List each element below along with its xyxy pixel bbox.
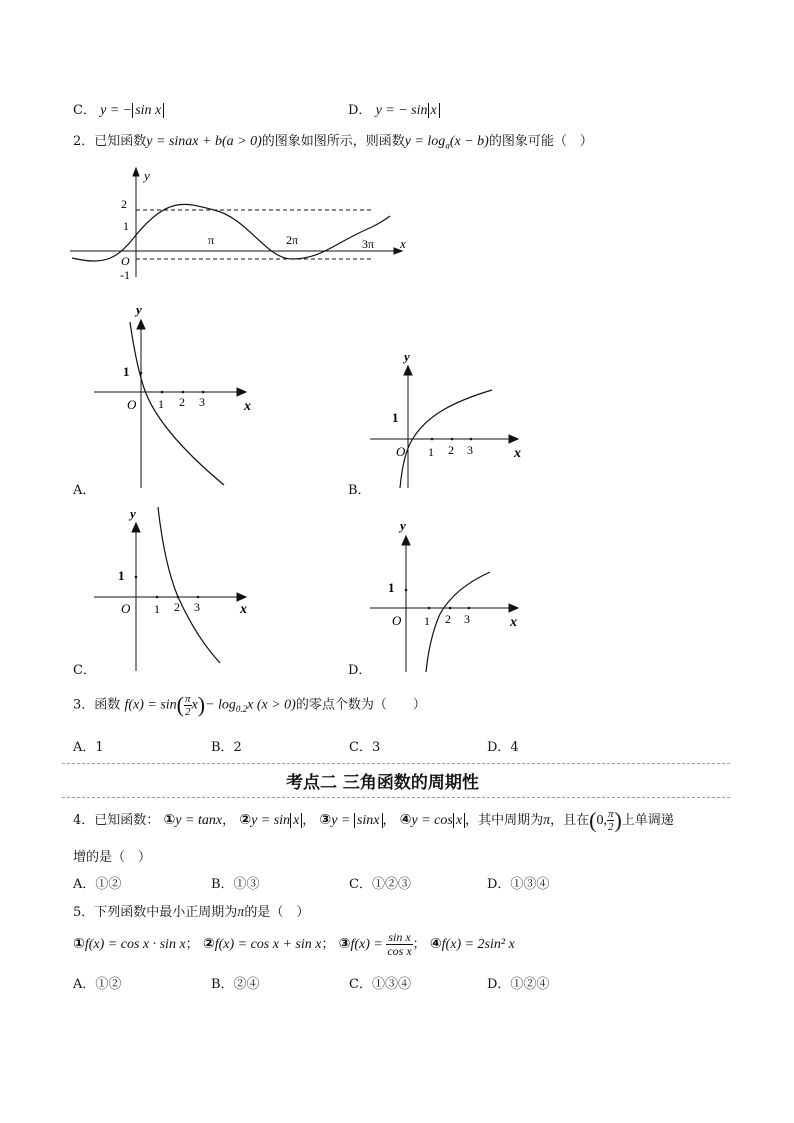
section-heading: 考点二 三角函数的周期性: [286, 773, 479, 793]
q1-option-d: D． y = − sin x: [348, 99, 440, 119]
svg-text:O: O: [127, 397, 137, 412]
q3-choice-c[interactable]: C．3: [349, 740, 381, 755]
q5-choice-b[interactable]: B．②④: [211, 977, 260, 992]
svg-text:3: 3: [464, 612, 470, 626]
svg-text:1: 1: [154, 602, 160, 616]
q2-stem: 2．已知函数y = sinax + b(a > 0)的图象如图所示，则函数$y = \log_a(x - b)$的图象可能（ ）: [73, 134, 593, 151]
curve: [158, 507, 220, 663]
q4-choice-a[interactable]: A．①②: [73, 877, 122, 892]
svg-text:2: 2: [445, 612, 451, 626]
origin-label: O: [121, 254, 130, 268]
svg-text:3: 3: [199, 395, 205, 409]
tick-x-3pi: 3π: [362, 237, 375, 251]
svg-text:3: 3: [467, 443, 473, 457]
q5-choice-a[interactable]: A．①②: [73, 977, 122, 992]
y-label: y: [144, 168, 150, 183]
q5-choice-d[interactable]: D．①②④: [487, 977, 550, 992]
svg-text:1: 1: [158, 397, 164, 411]
curve: [426, 572, 490, 672]
q2-option-b[interactable]: B．: [348, 483, 371, 498]
graph-a: [92, 300, 262, 490]
curve: [130, 322, 224, 485]
svg-text:y: y: [136, 302, 142, 317]
tick-y-2: 2: [121, 197, 127, 211]
svg-text:1: 1: [392, 410, 399, 425]
q4-choice-c[interactable]: C．①②③: [349, 877, 411, 892]
sine-curve: [72, 204, 390, 261]
svg-text:O: O: [121, 601, 131, 616]
tick-y-neg1: -1: [120, 268, 130, 282]
section-divider-top: [62, 763, 730, 764]
svg-text:O: O: [396, 444, 406, 459]
x-label: x: [400, 236, 406, 251]
tick-y-1: 1: [123, 219, 129, 233]
svg-text:O: O: [392, 613, 402, 628]
svg-text:1: 1: [428, 445, 434, 459]
q3-choice-d[interactable]: D．4: [487, 740, 519, 755]
svg-text:3: 3: [194, 600, 200, 614]
svg-text:1: 1: [424, 614, 430, 628]
y-axis-arrow: [133, 168, 139, 176]
graph-b: [368, 346, 538, 491]
svg-text:2: 2: [448, 443, 454, 457]
q5-stem: 5．下列函数中最小正周期为π的是（ ）: [73, 905, 310, 920]
q4-stem: 4．已知函数： ①y = tanx， ②y = sin x ， ③y = sinx ， ④y = cos x ，其中周期为π，且在(0, $\frac{\pi}{2}$ )上单调递: [73, 807, 674, 833]
svg-text:1: 1: [123, 364, 130, 379]
q4-stem-cont: 增的是（ ）: [73, 850, 152, 865]
q5-choice-c[interactable]: C．①③④: [349, 977, 411, 992]
svg-text:1: 1: [388, 580, 395, 595]
q3-stem: 3．函数 f(x) = sin( $\frac{\pi}{2}$ $x)- \log_{0.2}x$ (x > 0)的零点个数为（ ）: [73, 692, 426, 718]
svg-text:y: y: [400, 518, 406, 533]
svg-text:x: x: [244, 399, 251, 414]
svg-text:2: 2: [179, 395, 185, 409]
q2-option-d[interactable]: D．: [348, 663, 372, 678]
q5-functions: ①f(x) = cos x · sin x； ②f(x) = cos x + sin x； ③f(x) = $\frac{\text{sin x}}{\text{cos x}}$ ； ④f(x) = 2sin² x: [73, 930, 515, 958]
q3-choice-b[interactable]: B．2: [211, 740, 242, 755]
tick-x-2pi: 2π: [286, 233, 299, 247]
graph-c: [92, 503, 262, 673]
svg-text:y: y: [130, 506, 136, 521]
sine-graph: [66, 162, 416, 287]
q2-option-c[interactable]: C．: [73, 663, 96, 678]
tick-x-pi: π: [208, 233, 215, 247]
section-divider-bottom: [62, 797, 730, 798]
svg-text:y: y: [404, 349, 410, 364]
graph-d: [368, 514, 538, 674]
q4-choice-b[interactable]: B．①③: [211, 877, 260, 892]
svg-text:x: x: [514, 446, 521, 461]
q2-option-a[interactable]: A．: [73, 483, 96, 498]
svg-text:2: 2: [174, 600, 180, 614]
svg-text:x: x: [240, 602, 247, 617]
q1-option-c: C． y = − sin x: [73, 99, 164, 119]
svg-text:1: 1: [118, 568, 125, 583]
q3-choice-a[interactable]: A．1: [73, 740, 104, 755]
q4-choice-d[interactable]: D．①③④: [487, 877, 550, 892]
svg-text:x: x: [510, 615, 517, 630]
